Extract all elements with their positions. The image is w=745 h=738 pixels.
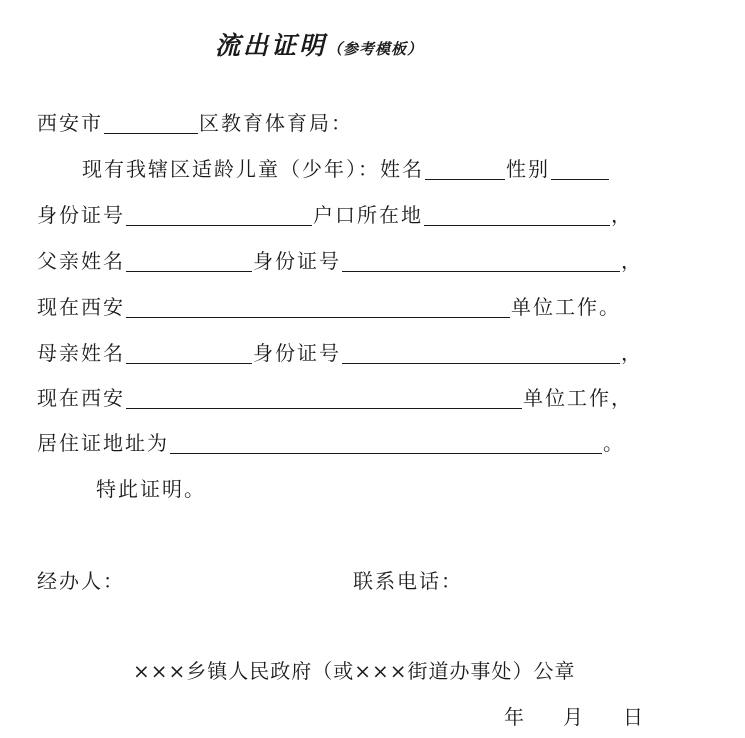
father-work-label: 现在西安: [37, 295, 125, 319]
comma: ，: [621, 341, 643, 365]
period: 。: [603, 431, 625, 455]
line-father-work: [37, 292, 621, 322]
child-intro-label: 现有我辖区适龄儿童（少年）：姓名: [82, 157, 424, 181]
title-sub: （参考模板）: [327, 40, 424, 58]
gender-blank[interactable]: [551, 157, 609, 180]
father-work-blank[interactable]: [126, 295, 510, 318]
line-certify: [96, 474, 206, 504]
mother-name-blank[interactable]: [126, 341, 252, 364]
handler-label: 经办人：: [37, 569, 125, 593]
comma: ，: [621, 249, 643, 273]
child-id-blank[interactable]: [126, 203, 312, 226]
line-child-id: [37, 200, 633, 230]
line-mother: [37, 338, 643, 368]
comma: ，: [611, 203, 633, 227]
mother-id-label: 身份证号: [253, 341, 341, 365]
father-id-label: 身份证号: [253, 249, 341, 273]
line-bureau: [37, 108, 353, 138]
residence-blank[interactable]: [170, 431, 602, 454]
father-work-suffix: 单位工作。: [511, 295, 621, 319]
title-main: 流出证明: [215, 31, 328, 60]
father-id-blank[interactable]: [342, 249, 620, 272]
hukou-blank[interactable]: [424, 203, 610, 226]
id-number-label: 身份证号: [37, 203, 125, 227]
district-blank[interactable]: [104, 111, 198, 134]
mother-work-suffix: 单位工作，: [523, 386, 633, 410]
city-label: 西安市: [37, 111, 103, 135]
gender-label: 性别: [506, 157, 550, 181]
residence-label: 居住证地址为: [37, 431, 169, 455]
hukou-label: 户口所在地: [313, 203, 423, 227]
seal-text: ×××乡镇人民政府（或×××街道办事处）公章: [133, 659, 576, 683]
document-title: [215, 26, 423, 62]
line-residence: [37, 428, 625, 458]
date-year: 年: [504, 705, 524, 729]
mother-work-label: 现在西安: [37, 386, 125, 410]
child-name-blank[interactable]: [425, 157, 505, 180]
father-name-label: 父亲姓名: [37, 249, 125, 273]
line-mother-work: [37, 383, 633, 413]
father-name-blank[interactable]: [126, 249, 252, 272]
certify-text: 特此证明。: [96, 477, 206, 501]
line-father: [37, 246, 643, 276]
mother-id-blank[interactable]: [342, 341, 620, 364]
mother-work-blank[interactable]: [126, 386, 522, 409]
date-day: 日: [623, 705, 643, 729]
line-child-name: [82, 154, 610, 184]
bureau-label: 区教育体育局：: [199, 111, 353, 135]
mother-name-label: 母亲姓名: [37, 341, 125, 365]
phone-label: 联系电话：: [353, 569, 463, 593]
date-month: 月: [563, 705, 583, 729]
